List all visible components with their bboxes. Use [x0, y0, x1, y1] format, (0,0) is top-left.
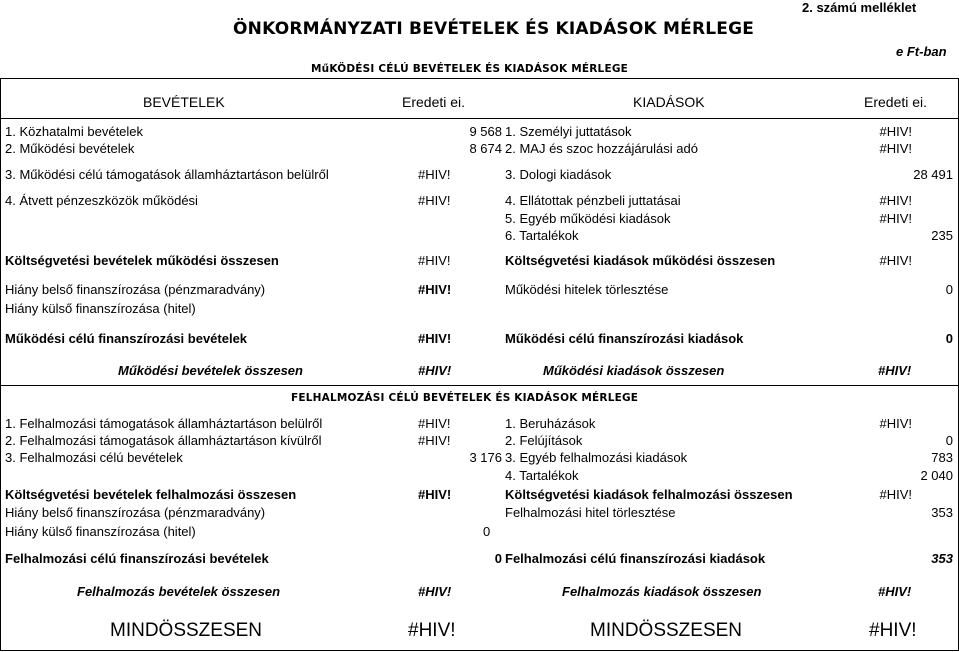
operating-financing-income-value: #HIV! — [418, 331, 452, 346]
operating-expense-value: #HIV! — [879, 193, 912, 208]
operating-subtitle: MűKÖDÉSI CÉLÚ BEVÉTELEK ÉS KIADÁSOK MÉRLEGE — [311, 63, 629, 75]
capital-income-label: 3. Felhalmozási célú bevételek — [5, 450, 183, 465]
capital-expense-value: #HIV! — [879, 416, 912, 431]
capital-income-value: #HIV! — [418, 433, 451, 448]
overall-expense-value: #HIV! — [869, 620, 917, 641]
operating-income-value: #HIV! — [418, 193, 451, 208]
operating-income-value: #HIV! — [418, 167, 451, 182]
orig-header-2: Eredeti ei. — [864, 94, 928, 110]
operating-income-label: 3. Működési célú támogatások államháztartáson belülről — [5, 167, 329, 182]
deficit-outer-label: Hiány külső finanszírozása (hitel) — [5, 301, 196, 316]
operating-income-label: 2. Működési bevételek — [5, 141, 135, 156]
expense-header: KIADÁSOK — [633, 94, 705, 110]
capital-total-label: Költségvetési bevételek felhalmozási összesen — [5, 487, 297, 502]
rule — [0, 78, 1, 650]
deficit-inner-value: #HIV! — [418, 282, 452, 297]
operating-expense-value: #HIV! — [879, 211, 912, 226]
orig-header-1: Eredeti ei. — [402, 94, 466, 110]
operating-income-value: 9 568 — [469, 124, 502, 139]
capital-total-expense-value: #HIV! — [879, 487, 912, 502]
rule — [0, 385, 959, 386]
overall-income-value: #HIV! — [408, 620, 456, 641]
capital-loan-repayment-value: 353 — [931, 505, 953, 520]
rule — [0, 118, 959, 119]
operating-total-expense-value: #HIV! — [879, 253, 912, 268]
capital-income-label: 1. Felhalmozási támogatások államháztartáson belülről — [5, 416, 323, 431]
capital-expense-value: 0 — [945, 433, 953, 448]
operating-expense-value: 28 491 — [913, 167, 953, 182]
operating-expense-label: 2. MAJ és szoc hozzájárulási adó — [505, 141, 698, 156]
loan-repayment-value: 0 — [945, 282, 953, 297]
overall-income-label: MINDÖSSZESEN — [110, 620, 263, 641]
operating-grand-income-label: Működési bevételek összesen — [118, 363, 303, 378]
capital-income-value: #HIV! — [418, 416, 451, 431]
rule — [0, 650, 959, 651]
main-title: ÖNKORMÁNYZATI BEVÉTELEK ÉS KIADÁSOK MÉRLEGE — [233, 19, 755, 39]
annex-label: 2. számú melléklet — [802, 0, 917, 15]
capital-grand-income-value: #HIV! — [418, 584, 452, 599]
operating-expense-value: 235 — [931, 228, 953, 243]
capital-financing-income-label: Felhalmozási célú finanszírozási bevételek — [5, 551, 269, 566]
capital-financing-expense-label: Felhalmozási célú finanszírozási kiadások — [505, 551, 766, 566]
operating-total-income-value: #HIV! — [418, 253, 451, 268]
capital-income-label: 2. Felhalmozási támogatások államháztartáson kívülről — [5, 433, 322, 448]
operating-expense-label: 1. Személyi juttatások — [505, 124, 632, 139]
capital-subtitle: FELHALMOZÁSI CÉLÚ BEVÉTELEK ÉS KIADÁSOK MÉRLEGE — [291, 392, 639, 404]
operating-income-label: 4. Átvett pénzeszközök működési — [5, 193, 198, 208]
operating-financing-expense-value: 0 — [945, 331, 953, 346]
deficit-inner-label: Hiány belső finanszírozása (pénzmaradvány) — [5, 282, 266, 297]
operating-expense-label: 5. Egyéb működési kiadások — [505, 211, 671, 226]
income-header: BEVÉTELEK — [143, 94, 225, 110]
operating-grand-income-value: #HIV! — [418, 363, 452, 378]
operating-financing-expense-label: Működési célú finanszírozási kiadások — [505, 331, 744, 346]
capital-deficit-inner-label: Hiány belső finanszírozása (pénzmaradvány) — [5, 505, 266, 520]
capital-total-income-value: #HIV! — [418, 487, 452, 502]
capital-total-expense-label: Költségvetési kiadások felhalmozási összesen — [505, 487, 793, 502]
operating-expense-label: 6. Tartalékok — [505, 228, 579, 243]
capital-grand-expense-label: Felhalmozás kiadások összesen — [562, 584, 762, 599]
loan-repayment-label: Működési hitelek törlesztése — [505, 282, 669, 297]
capital-expense-value: 2 040 — [920, 468, 953, 483]
rule — [0, 78, 959, 79]
capital-expense-label: 3. Egyéb felhalmozási kiadások — [505, 450, 688, 465]
capital-deficit-outer-label: Hiány külső finanszírozása (hitel) — [5, 524, 196, 539]
capital-income-value: 3 176 — [469, 450, 502, 465]
operating-expense-value: #HIV! — [879, 124, 912, 139]
operating-income-value: 8 674 — [469, 141, 502, 156]
capital-grand-income-label: Felhalmozás bevételek összesen — [77, 584, 281, 599]
operating-financing-income-label: Működési célú finanszírozási bevételek — [5, 331, 248, 346]
capital-expense-label: 1. Beruházások — [505, 416, 596, 431]
operating-expense-value: #HIV! — [879, 141, 912, 156]
operating-expense-label: 4. Ellátottak pénzbeli juttatásai — [505, 193, 681, 208]
capital-deficit-outer-value: 0 — [483, 524, 491, 539]
operating-total-label: Költségvetési bevételek működési összesen — [5, 253, 279, 268]
capital-financing-expense-value: 353 — [931, 551, 953, 566]
capital-financing-income-value: 0 — [494, 551, 502, 566]
overall-expense-label: MINDÖSSZESEN — [590, 620, 743, 641]
operating-grand-expense-label: Működési kiadások összesen — [543, 363, 725, 378]
capital-expense-label: 2. Felújítások — [505, 433, 583, 448]
capital-expense-label: 4. Tartalékok — [505, 468, 579, 483]
capital-loan-repayment-label: Felhalmozási hitel törlesztése — [505, 505, 676, 520]
operating-expense-label: 3. Dologi kiadások — [505, 167, 612, 182]
capital-grand-expense-value: #HIV! — [878, 584, 912, 599]
operating-total-expense-label: Költségvetési kiadások működési összesen — [505, 253, 776, 268]
capital-expense-value: 783 — [931, 450, 953, 465]
operating-grand-expense-value: #HIV! — [878, 363, 912, 378]
unit-label: e Ft-ban — [896, 44, 947, 59]
operating-income-label: 1. Közhatalmi bevételek — [5, 124, 144, 139]
